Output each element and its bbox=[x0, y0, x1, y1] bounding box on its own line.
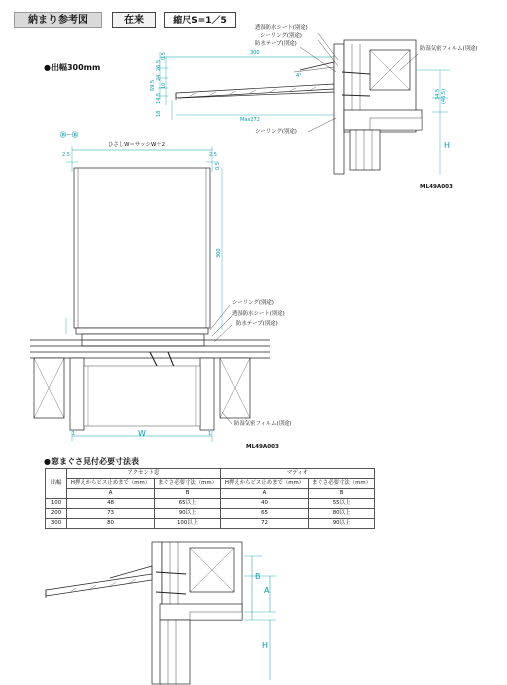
table-cell-a1: 48 bbox=[67, 499, 155, 509]
s2-dim-one-left: 1 bbox=[72, 431, 76, 437]
table-row bbox=[46, 509, 375, 519]
s3-dim-a: A bbox=[264, 586, 270, 595]
table-cell-depth: 200 bbox=[46, 509, 67, 519]
s2-dim-left: 2.5 bbox=[62, 152, 70, 158]
s1-dim-10: 10 bbox=[161, 82, 167, 89]
s2-dim-w: W bbox=[138, 429, 146, 438]
s1-dim-34-5: 34.5 bbox=[435, 88, 441, 100]
table-header-depth: 出幅 bbox=[46, 469, 67, 499]
table-cell-a2: 65 bbox=[220, 509, 308, 519]
s1-label-vapor-film: 防湿気密フィルム(別途) bbox=[420, 46, 478, 52]
table-header-accent-window: アクセント窓 bbox=[67, 469, 221, 479]
table-letter-b-madio: B bbox=[309, 489, 375, 499]
s1-dim-max272: Max272 bbox=[240, 117, 260, 123]
scale-label: 縮尺S=1／5 bbox=[164, 12, 236, 28]
s1-dim-18: 18 bbox=[156, 110, 162, 117]
tab-reference-drawing: 納まり参考図 bbox=[14, 12, 102, 28]
table-cell-b2: 55以上 bbox=[309, 499, 375, 509]
lintel-dimension-table bbox=[45, 468, 375, 529]
s1-dim-300: 300 bbox=[250, 50, 260, 56]
table-cell-a1: 73 bbox=[67, 509, 155, 519]
s2-label-vapor-film: 防湿気密フィルム(別途) bbox=[234, 421, 292, 427]
s1-dim-angle: 4° bbox=[296, 73, 302, 79]
s2-section-marker: Ⓑ－Ⓑ bbox=[60, 132, 79, 139]
table-cell-b1: 100以上 bbox=[155, 519, 221, 529]
s1-label-waterproof-tape: 防水テープ(別途) bbox=[255, 41, 297, 47]
s1-label-waterproof-sheet: 透湿防水シート(別途) bbox=[255, 25, 308, 31]
s3-dim-h: H bbox=[262, 641, 269, 650]
tab-existing-construction: 在来 bbox=[112, 12, 156, 28]
table-subheader-h-accent: H押えからビス止めまで（mm） bbox=[67, 479, 155, 489]
table-cell-depth: 100 bbox=[46, 499, 67, 509]
s1-drawing-code: ML49A003 bbox=[420, 184, 453, 190]
table-row bbox=[46, 499, 375, 509]
s2-label-width-formula: ひさしW＝サッシW＋2 bbox=[108, 142, 166, 148]
s2-drawing-code: ML49A003 bbox=[246, 444, 279, 450]
table-subheader-b-madio: まぐさ必要寸法（mm） bbox=[309, 479, 375, 489]
canopy-side-section bbox=[158, 33, 450, 175]
table-heading: ●窓まぐさ見付必要寸法表 bbox=[44, 457, 139, 466]
table-cell-a2: 40 bbox=[220, 499, 308, 509]
table-header-madio: マディオ bbox=[220, 469, 374, 479]
table-letter-a-madio: A bbox=[220, 489, 308, 499]
s2-dim-right: 2.5 bbox=[209, 152, 217, 158]
section1-heading: ●出幅300mm bbox=[44, 63, 101, 72]
s1-dim-24: 24 bbox=[156, 74, 162, 81]
table-cell-a2: 72 bbox=[220, 519, 308, 529]
s2-dim-height: 300 bbox=[216, 248, 222, 258]
s3-dim-b: B bbox=[255, 572, 261, 581]
s1-dim-26-5: 26.5 bbox=[156, 59, 162, 71]
s2-label-waterproof-sheet: 透湿防水シート(別途) bbox=[232, 311, 285, 317]
table-cell-b1: 65以上 bbox=[155, 499, 221, 509]
table-cell-b1: 90以上 bbox=[155, 509, 221, 519]
table-cell-b2: 80以上 bbox=[309, 509, 375, 519]
s1-label-sealing-lower: シーリング(別途) bbox=[255, 129, 297, 135]
s2-dim-top-right: 0.5 bbox=[215, 162, 221, 170]
table-cell-b2: 90以上 bbox=[309, 519, 375, 529]
canopy-detail-section bbox=[46, 542, 276, 684]
table-subheader-b-accent: まぐさ必要寸法（mm） bbox=[155, 479, 221, 489]
table-subheader-h-madio: H押えからビス止めまで（mm） bbox=[220, 479, 308, 489]
s2-label-waterproof-tape: 防水テープ(別途) bbox=[236, 321, 278, 327]
s1-dim-69-5: 69.5 bbox=[150, 79, 156, 91]
table-cell-a1: 80 bbox=[67, 519, 155, 529]
table-row bbox=[46, 519, 375, 529]
table-letter-b-accent: B bbox=[155, 489, 221, 499]
table-letter-a-accent: A bbox=[67, 489, 155, 499]
s1-dim-h: H bbox=[444, 141, 451, 150]
table-cell-depth: 300 bbox=[46, 519, 67, 529]
s2-dim-one-right: 1 bbox=[208, 431, 212, 437]
s1-dim-0-5: 0.5 bbox=[161, 52, 167, 60]
s1-dim-46-5: (46.5) bbox=[441, 88, 447, 104]
s1-dim-14-5: 14.5 bbox=[156, 92, 162, 104]
s2-label-sealing: シーリング(別途) bbox=[232, 300, 274, 306]
canopy-front-section bbox=[30, 146, 270, 442]
s1-label-sealing: シーリング(別途) bbox=[260, 33, 302, 39]
